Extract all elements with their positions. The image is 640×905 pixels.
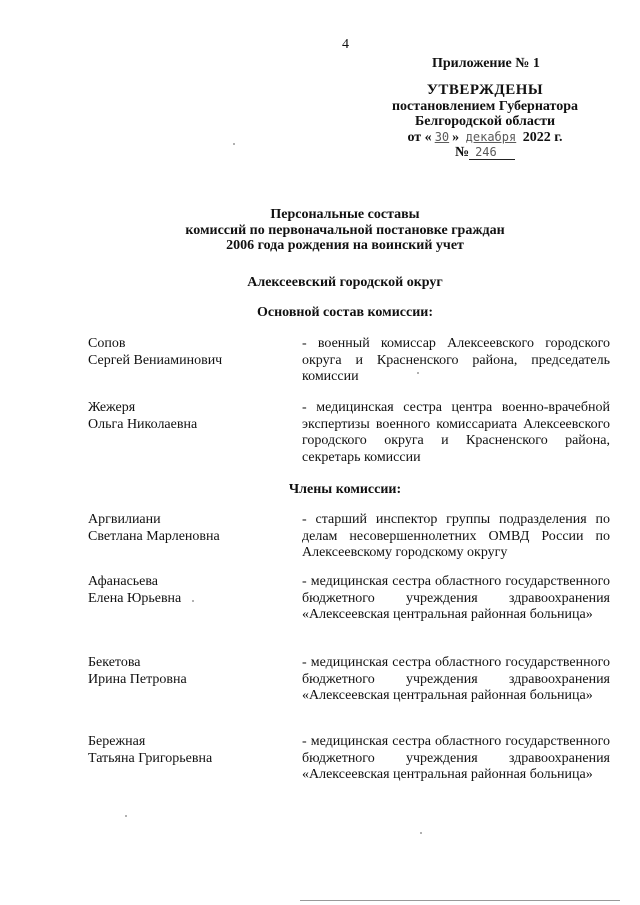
person-name [88,336,288,369]
scan-speck [125,815,127,817]
person-role: - военный комиссар Алексеевского городского округа и Красненского района, председатель комиссии [302,336,610,384]
surname: Бережная [88,734,146,749]
date-day: 30 [434,129,450,144]
given-name: Елена Юрьевна [88,590,182,606]
surname: Сопов [88,336,126,351]
scan-speck [417,372,419,374]
person-role: - медицинская сестра областного государственного бюджетного учреждения здравоохранения «Алексеевская центральная районная больница» [302,734,610,782]
approval-date [360,130,610,146]
surname: Бекетова [88,655,141,670]
surname: Жежеря [88,400,136,415]
person-name [88,400,288,433]
title-line-1: Персональные составы [270,207,420,222]
approved-label: УТВЕРЖДЕНЫ [426,82,544,98]
date-mid: » [452,129,460,145]
given-name: Сергей Вениаминович [88,352,223,368]
page-number: 4 [342,37,349,52]
date-prefix: от « [407,129,432,145]
date-month: декабря [465,129,517,144]
title-line-2: комиссий по первоначальной постановке граждан [185,222,505,238]
approval-line-2: Белгородской области [414,114,556,129]
approval-block [360,83,610,145]
title-line-3: 2006 года рождения на воинский учет [226,238,464,253]
person-role: - старший инспектор группы подразделения по делам несовершеннолетних ОМВД России по Алексеевскому городскому округу [302,512,610,560]
person-name [88,734,288,767]
appendix-label: Приложение № 1 [432,56,540,71]
surname: Аргвилиани [88,512,161,527]
document-title [100,207,590,254]
given-name: Светлана Марленовна [88,528,220,544]
given-name: Ольга Николаевна [88,416,198,432]
person-role: - медицинская сестра областного государственного бюджетного учреждения здравоохранения «Алексеевская центральная районная больница» [302,655,610,703]
person-name [88,512,288,545]
district-heading: Алексеевский городской округ [247,275,443,290]
scan-speck [233,143,235,145]
person-name [88,655,288,688]
person-name [88,574,288,607]
given-name: Ирина Петровна [88,671,187,687]
main-section-heading: Основной состав комиссии: [257,305,433,320]
number-value: 246 [469,145,515,160]
person-role: - медицинская сестра центра военно-врачебной экспертизы военного комиссариата Алексеевского городского округа и Красненского района, секретарь комиссии [302,400,610,465]
document-number [455,145,515,161]
date-year: 2022 [522,129,551,145]
scan-edge-line [300,900,620,901]
surname: Афанасьева [88,574,159,589]
members-section-heading: Члены комиссии: [288,482,402,497]
approval-line-1: постановлением Губернатора [391,98,579,114]
person-role: - медицинская сестра областного государственного бюджетного учреждения здравоохранения «Алексеевская центральная районная больница» [302,574,610,622]
number-label: № [455,145,470,160]
given-name: Татьяна Григорьевна [88,750,213,766]
scan-speck [420,832,422,834]
date-suffix: г. [554,129,563,145]
scan-speck [192,600,194,602]
